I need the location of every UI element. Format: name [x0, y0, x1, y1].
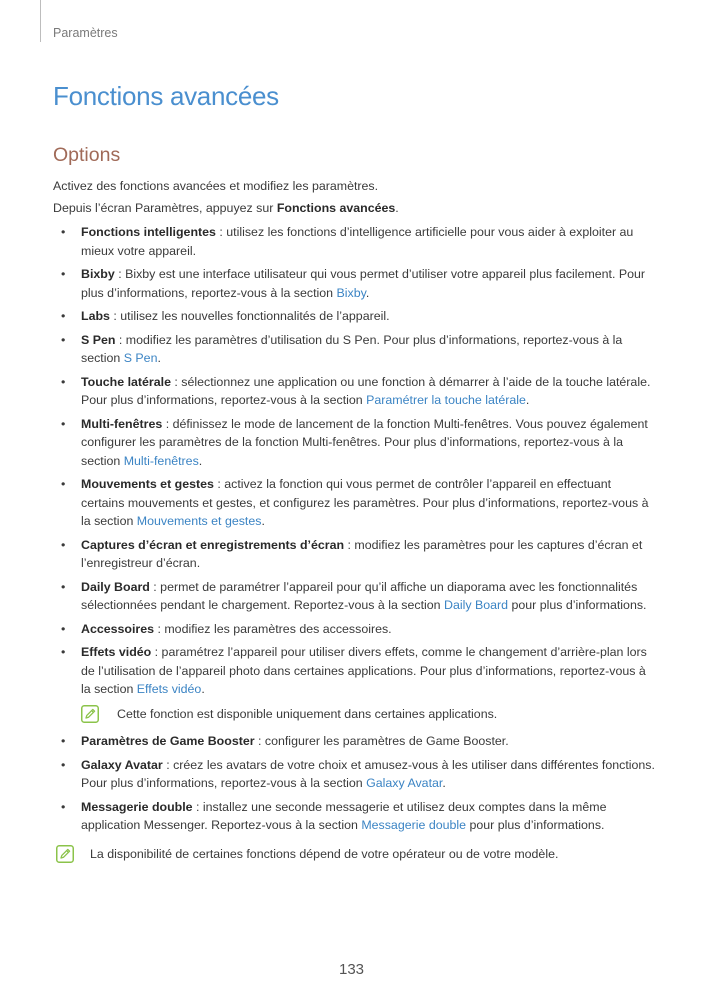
link-daily-board[interactable]: Daily Board [444, 598, 509, 612]
item-text: : permet de paramétrer l’appareil pour qu’il affiche un diaporama avec les fonctionnalités sélectionnées pendant le chargement. Reportez-vous à la section [81, 579, 638, 612]
item-after: . [157, 351, 161, 365]
item-term: Messagerie double [81, 799, 193, 814]
list-item-daily-board [53, 578, 655, 615]
item-term: Labs [81, 309, 110, 323]
item-text: : Bixby est une interface utilisateur qui vous permet d’utiliser votre appareil plus facilement. Pour plus d’informations, reportez-vous à la section [81, 267, 646, 300]
running-header: Paramètres [53, 26, 118, 40]
list-item-fonctions-intelligentes [53, 223, 655, 260]
link-touche-laterale[interactable]: Paramétrer la touche latérale [366, 393, 526, 407]
bottom-note [56, 845, 656, 863]
link-effets-video[interactable]: Effets vidéo [136, 682, 202, 696]
link-bixby[interactable]: Bixby [336, 285, 366, 300]
link-messagerie-double[interactable]: Messagerie double [361, 818, 467, 832]
note-pencil-icon [81, 705, 99, 723]
note-pencil-icon [56, 845, 74, 863]
item-term: S Pen [81, 332, 116, 347]
intro-suffix: . [395, 201, 399, 215]
item-term: Bixby [81, 267, 115, 281]
item-after: . [261, 514, 265, 528]
item-term: Multi-fenêtres [81, 416, 163, 431]
item-after: . [442, 776, 446, 790]
item-text: : sélectionnez une application ou une fonction à démarrer à l’aide de la touche latérale. Pour plus d’informations, reportez-vous à la section [81, 374, 651, 407]
list-item-s-pen [53, 331, 655, 368]
item-text: : modifiez les paramètres des accessoires. [154, 621, 392, 636]
list-item-labs [53, 307, 655, 326]
item-term: Daily Board [81, 579, 150, 594]
item-after: . [198, 453, 203, 468]
item-after: pour plus d’informations. [508, 598, 647, 612]
intro-line-1: Activez des fonctions avancées et modifiez les paramètres. [53, 179, 379, 193]
link-mouvements-gestes[interactable]: Mouvements et gestes [136, 514, 262, 528]
inline-note [53, 705, 655, 724]
link-galaxy-avatar[interactable]: Galaxy Avatar [366, 776, 443, 790]
item-term: Paramètres de Game Booster [81, 734, 255, 748]
item-term: Effets vidéo [81, 645, 152, 659]
item-term: Accessoires [81, 621, 155, 636]
margin-rule [40, 0, 41, 42]
inline-note-text: Cette fonction est disponible uniquement dans certaines applications. [117, 706, 498, 721]
item-after: . [201, 682, 205, 696]
item-term: Fonctions intelligentes [81, 225, 216, 239]
item-text: : définissez le mode de lancement de la fonction Multi-fenêtres. Vous pouvez également configurer les paramètres de la fonction Multi-fenêtres. Pour plus d’informations, reportez-vous à la section [81, 416, 648, 468]
item-text: : modifiez les paramètres d’utilisation du S Pen. Pour plus d’informations, reportez-vous à la section [81, 332, 623, 365]
list-item-game-booster [53, 732, 655, 751]
bottom-note-text: La disponibilité de certaines fonctions dépend de votre opérateur ou de votre modèle. [90, 847, 559, 861]
link-multi-fenetres[interactable]: Multi-fenêtres [123, 453, 199, 468]
item-text: : configurer les paramètres de Game Booster. [254, 734, 509, 748]
intro-line-2 [53, 199, 399, 217]
item-after: . [365, 285, 370, 300]
item-text: : installez une seconde messagerie et utilisez deux comptes dans la même application Messenger. Reportez-vous à la section [81, 799, 607, 832]
list-item-captures-ecran [53, 536, 655, 573]
list-item-mouvements-gestes [53, 475, 655, 531]
item-text: : activez la fonction qui vous permet de contrôler l’appareil en effectuant certains mouvements et gestes, et configurez les paramètres. Pour plus d’informations, reportez-vous à la section [81, 477, 649, 528]
item-term: Galaxy Avatar [81, 757, 163, 772]
list-item-messagerie-double [53, 798, 655, 835]
section-title: Options [53, 144, 121, 166]
feature-list [53, 223, 655, 840]
intro-prefix: Depuis l’écran Paramètres, appuyez sur [53, 201, 277, 215]
list-item-bixby [53, 265, 655, 302]
intro-bold: Fonctions avancées [276, 201, 396, 215]
link-s-pen[interactable]: S Pen [123, 351, 158, 365]
item-text: : modifiez les paramètres pour les captures d’écran et l’enregistreur d’écran. [81, 537, 643, 570]
list-item-multi-fenetres [53, 415, 655, 471]
item-text: : paramétrez l’appareil pour utiliser divers effets, comme le changement d’arrière-plan lors de l’utilisation de l’appareil photo dans certaines applications. Pour plus d’informations, reportez-vous à la section [81, 645, 647, 696]
list-item-accessoires [53, 620, 655, 639]
item-term: Mouvements et gestes [81, 477, 214, 491]
page-title: Fonctions avancées [53, 81, 279, 111]
item-text: : utilisez les nouvelles fonctionnalités de l’appareil. [109, 309, 390, 323]
list-item-touche-laterale [53, 373, 655, 410]
item-text: : utilisez les fonctions d’intelligence artificielle pour vous aider à exploiter au mieux votre appareil. [81, 225, 634, 258]
page-number: 133 [338, 961, 365, 978]
list-item-galaxy-avatar [53, 756, 655, 793]
item-after: pour plus d’informations. [466, 818, 605, 832]
item-term: Touche latérale [81, 374, 171, 389]
item-after: . [525, 393, 530, 407]
item-text: : créez les avatars de votre choix et amusez-vous à les utiliser dans différentes fonctions. Pour plus d’informations, reportez-vous à la section [81, 757, 655, 790]
item-term: Captures d’écran et enregistrements d’écran [81, 537, 345, 552]
list-item-effets-video [53, 643, 655, 699]
